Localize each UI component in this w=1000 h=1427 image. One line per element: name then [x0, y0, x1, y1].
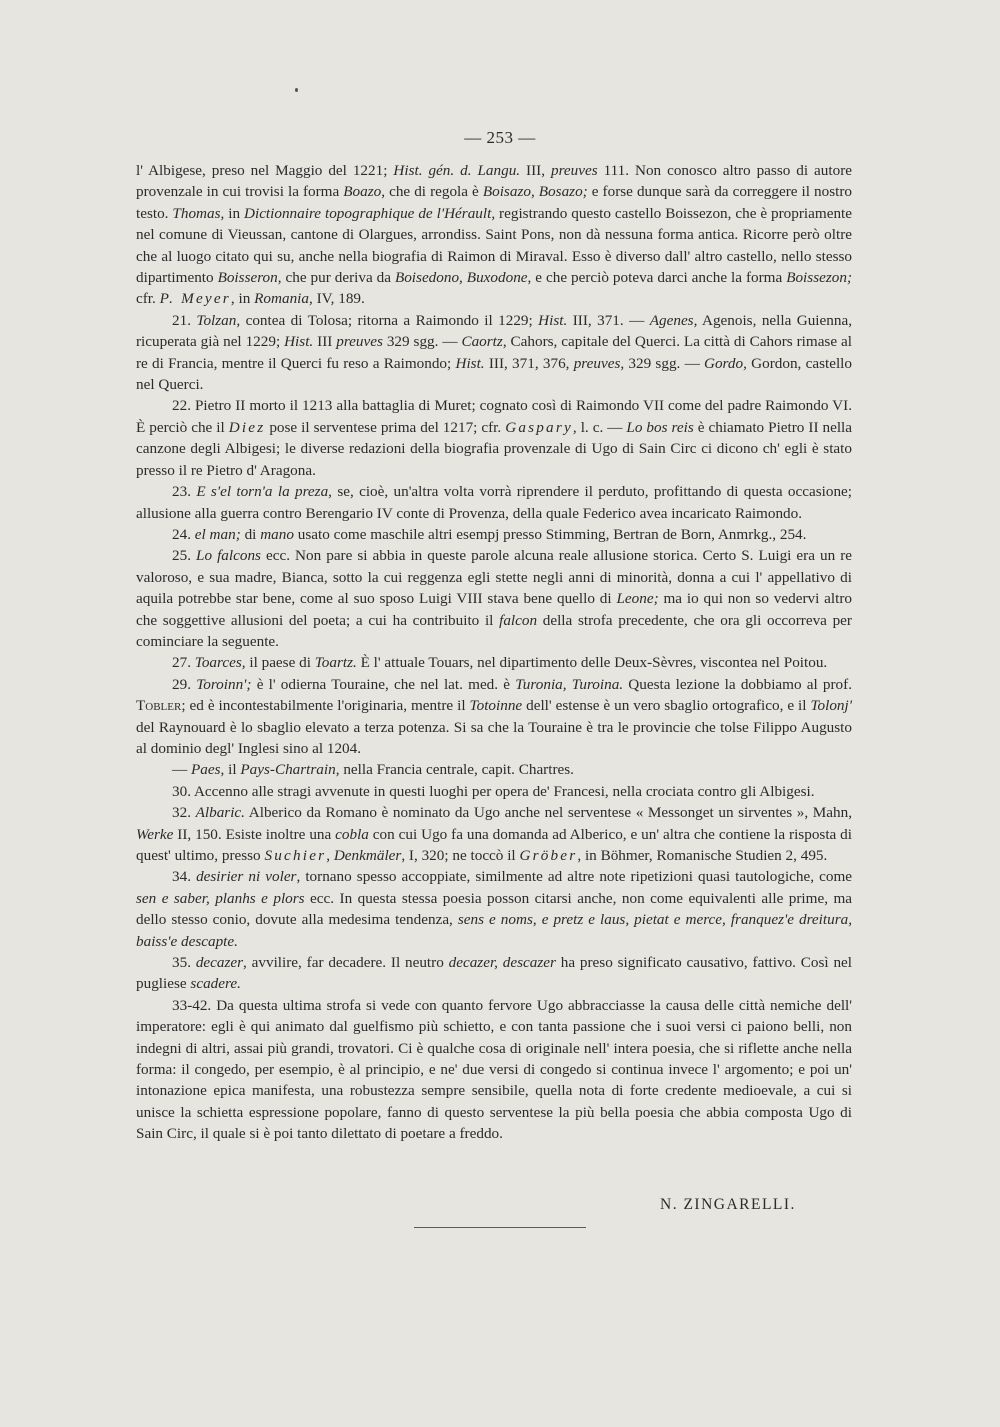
note-29: 29. Toroinn'; è l' odierna Touraine, che nel lat. med. è Turonia, Turoina. Questa lezione la dobbiamo al prof. Tobler; ed è incontestabilmente l'originaria, mentre il Totoinne dell' estense è un vero sbaglio ortografico, e il Tolonj' del Raynouard è lo sbaglio elevato a terza potenza. Si sa che la Touraine è tra le provincie che tolse Filippo Augusto al dominio degl' Inglesi sino al 1204. [136, 675, 853, 757]
note-21: 21. Tolzan, contea di Tolosa; ritorna a Raimondo il 1229; Hist. III, 371. — Agenes, Agenois, nella Guienna, ricuperata già nel 1229; Hist. III preuves 329 sgg. — Caortz, Cahors, capitale del Querci. La città di Cahors rimase al re di Francia, mentre il Querci fu reso a Raimondo; Hist. III, 371, 376, preuves, 329 sgg. — Gordo, Gordon, castello nel Querci. [136, 311, 852, 394]
note-32: 32. Albaric. Alberico da Romano è nominato da Ugo anche nel serventese « Messonget un sirventes », Mahn, Werke II, 150. Esiste inoltre una cobla con cui Ugo fa una domanda ad Alberico, e un' altra che contiene la risposta di quest' ultimo, presso Suchier, Denkmäler, I, 320; ne toccò il Gröber, in Böhmer, Romanische Studien 2, 495. [136, 804, 852, 864]
note-24: 24. el man; di mano usato come maschile altri esempj presso Stimming, Bertran de Born, Anmrkg., 254. [172, 525, 807, 543]
ink-speck [295, 88, 298, 92]
note-23: 23. E s'el torn'a la preza, se, cioè, un'altra volta vorrà riprendere il perduto, profittando di questa occasione; allusione alla guerra contro Berengario IV conte di Provenza, della quale Federico avea incaricato Raimondo. [136, 483, 852, 522]
page-number: — 253 — [464, 128, 536, 147]
closing-rule [414, 1227, 586, 1228]
note-29-paes: — Paes, il Pays-Chartrain, nella Francia centrale, capit. Chartres. [172, 761, 574, 779]
commentary-notes [136, 160, 852, 1145]
note-27: 27. Toarces, il paese di Toartz. È l' attuale Touars, nel dipartimento delle Deux-Sèvres, viscontea nel Poitou. [172, 654, 828, 672]
note-25: 25. Lo falcons ecc. Non pare si abbia in queste parole alcuna reale allusione storica. Certo S. Luigi era un re valoroso, e sua madre, Bianca, sotto la cui reggenza egli stette negli anni di minorità, donna a cui l' appellativo di aquila potrebbe star bene, come al suo sposo Luigi VIII stava bene quello di Leone; ma io qui non so vedervi altro che soggettive allusioni del poeta; a cui ha contribuito il falcon della strofa precedente, che ora gli occorreva per cominciare la seguente. [136, 547, 853, 650]
note-34: 34. desirier ni voler, tornano spesso accoppiate, similmente ad altre note ripetizioni quasi tautologiche, come sen e saber, planhs e plors ecc. In questa stessa poesia posson citarsi anche, non come equivalenti alle prime, ma dello stesso conio, dovute alla medesima tendenza, sens e noms, e pretz e laus, pietat e merce, franquez'e dreitura, baiss'e descapte. [136, 868, 853, 950]
note-33-42: 33-42. Da questa ultima strofa si vede con quanto fervore Ugo abbracciasse la causa delle città nemiche dell' imperatore: egli è qui animato dal guelfismo più schietto, e con tanta passione che i suoi versi ci paiono belli, non indegni di altri, assai più grandi, trovatori. Ci è qualche cosa di originale nell' intera poesia, che si riflette anche nella forma: il congedo, per esempio, è al principio, e ne' due versi di congedo si continua invece l' argomento; e poi un' intonazione epica manifesta, una robustezza sempre sensibile, quella nota di forte credente medioevale, a cui si unisce la schietta espressione popolare, fanno di questo serventese la più bella poesia che abbia composta Ugo di Sain Circ, il quale si è poi tanto dilettato di poetare a freddo. [136, 996, 852, 1143]
author-signature: N. ZINGARELLI. [660, 1196, 796, 1213]
note-30: 30. Accenno alle stragi avvenute in questi luoghi per opera de' Francesi, nella crociata contro gli Albigesi. [172, 782, 815, 800]
note-22: 22. Pietro II morto il 1213 alla battaglia di Muret; cognato così di Raimondo VII come del padre Raimondo VI. È perciò che il Diez pose il serventese prima del 1217; cfr. Gaspary, l. c. — Lo bos reis è chiamato Pietro II nella canzone degli Albigesi; le diverse redazioni della biografia provenzale di Ugo di Sain Circ ci dicono ch' egli è stato presso il re Pietro d' Aragona. [136, 397, 853, 479]
note-35: 35. decazer, avvilire, far decadere. Il neutro decazer, descazer ha preso significato causativo, fattivo. Così nel pugliese scadere. [136, 954, 853, 993]
note-20-continuation: l' Albigese, preso nel Maggio del 1221; Hist. gén. d. Langu. III, preuves 111. Non conosco altro passo di autore provenzale in cui trovisi la forma Boazo, che di regola è Boisazo, Bosazo; e forse dunque sarà da correggere il nostro testo. Thomas, in Dictionnaire topographique de l'Hérault, registrando questo castello Boissezon, che è propriamente nel comune di Vieussan, cantone di Olargues, arrondiss. Saint Pons, non dà nessuna forma antica. Ricorre però oltre che al luogo citato qui su, anche nella biografia di Raimon di Miraval. Esso è diverso dall' altro castello, nello stesso dipartimento Boisseron, che pur deriva da Boisedono, Buxodone, e che perciò poteva darci anche la forma Boissezon; cfr. P. Meyer, in Romania, IV, 189. [136, 162, 852, 308]
